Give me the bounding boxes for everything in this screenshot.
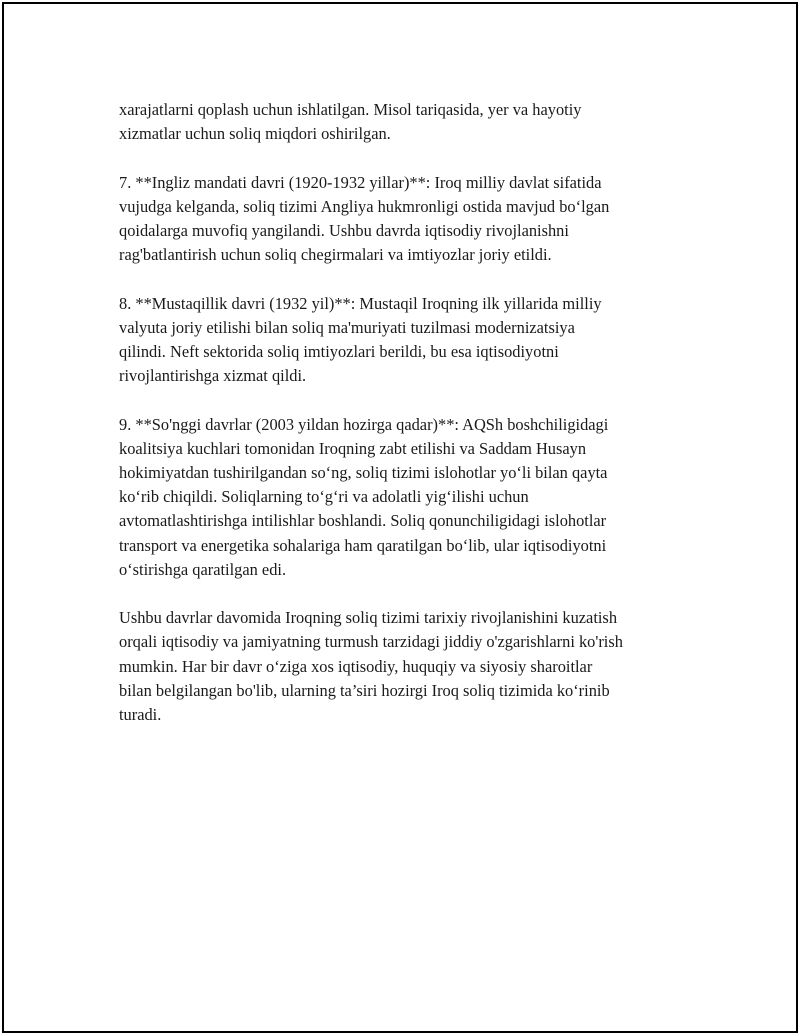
text-line: o‘stirishga qaratilgan edi. <box>119 559 287 579</box>
text-line: mumkin. Har bir davr o‘ziga xos iqtisodiy, huquqiy va siyosiy sharoitlar <box>119 656 593 676</box>
paragraph-continuation <box>119 98 689 146</box>
text-line: 7. **Ingliz mandati davri (1920-1932 yillar)**: Iroq milliy davlat sifatida <box>119 172 602 192</box>
text-line: rag'batlantirish uchun soliq chegirmalari va imtiyozlar joriy etildi. <box>119 245 552 265</box>
paragraph-item-9 <box>119 413 689 582</box>
text-line: 8. **Mustaqillik davri (1932 yil)**: Mustaqil Iroqning ilk yillarida milliy <box>119 293 602 313</box>
document-body <box>119 98 689 751</box>
document-page <box>2 2 798 1033</box>
text-line: turadi. <box>119 705 162 725</box>
paragraph-item-8 <box>119 292 689 389</box>
text-line: vujudga kelganda, soliq tizimi Angliya hukmronligi ostida mavjud bo‘lgan <box>119 196 610 216</box>
text-line: qilindi. Neft sektorida soliq imtiyozlari berildi, bu esa iqtisodiyotni <box>119 342 559 361</box>
text-line: bilan belgilangan bo'lib, ularning ta’siri hozirgi Iroq soliq tizimida ko‘rinib <box>119 680 610 700</box>
text-line: valyuta joriy etilishi bilan soliq ma'muriyati tuzilmasi modernizatsiya <box>119 317 575 337</box>
text-line: hokimiyatdan tushirilgandan so‘ng, soliq tizimi islohotlar yo‘li bilan qayta <box>119 463 608 482</box>
text-line: ko‘rib chiqildi. Soliqlarning to‘g‘ri va adolatli yig‘ilishi uchun <box>119 487 529 507</box>
text-line: xarajatlarni qoplash uchun ishlatilgan. Misol tariqasida, yer va hayotiy <box>119 100 582 119</box>
text-line: xizmatlar uchun soliq miqdori oshirilgan. <box>119 124 391 144</box>
text-line: avtomatlashtirishga intilishlar boshlandi. Soliq qonunchiligidagi islohotlar <box>119 511 607 531</box>
text-line: Ushbu davrlar davomida Iroqning soliq tizimi tarixiy rivojlanishini kuzatish <box>119 608 618 628</box>
text-line: orqali iqtisodiy va jamiyatning turmush tarzidagi jiddiy o'zgarishlarni ko'rish <box>119 632 623 652</box>
text-line: transport va energetika sohalariga ham qaratilgan bo‘lib, ular iqtisodiyotni <box>119 535 607 555</box>
paragraph-summary <box>119 606 689 727</box>
text-line: koalitsiya kuchlari tomonidan Iroqning zabt etilishi va Saddam Husayn <box>119 438 587 458</box>
text-line: 9. **So'nggi davrlar (2003 yildan hozirga qadar)**: AQSh boshchiligidagi <box>119 414 609 434</box>
paragraph-item-7 <box>119 171 689 268</box>
text-line: qoidalarga muvofiq yangilandi. Ushbu davrda iqtisodiy rivojlanishni <box>119 221 569 240</box>
text-line: rivojlantirishga xizmat qildi. <box>119 366 307 386</box>
